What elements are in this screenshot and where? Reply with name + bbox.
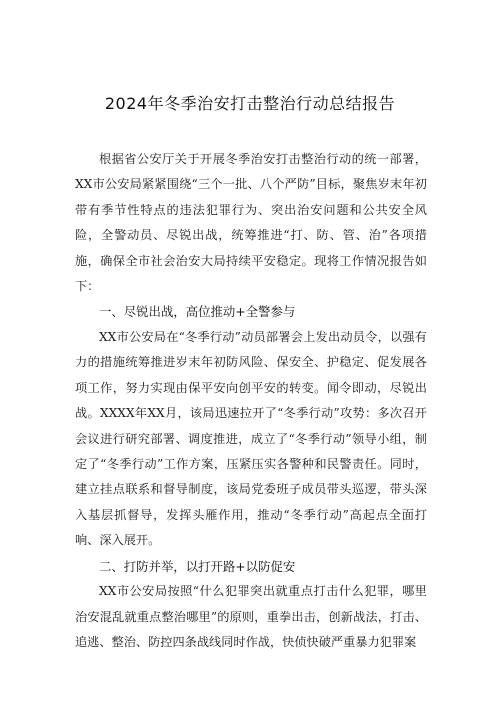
section-body-2: XX市公安局按照“什么犯罪突出就重点打击什么犯罪，哪里治安混乱就重点整治哪里”的原则，重拳出击，创新战法，打击、追逃、整治、防控四条战线同时作战，快侦快破严重暴力犯罪案: [75, 584, 427, 650]
section-body-1: XX市公安局在“冬季行动”动员部署会上发出动员令，以强有力的措施统筹推进岁末年初防风险、保安全、护稳定、促发展各项工作，努力实现由保平安向创平安的转变。闻令即动，尽锐出战。XXXX年XX月，该局迅速拉开了“冬季行动”攻势：多次召开会议进行研究部署、调度推进，成立了“冬季行动”领导小组，制定了“冬季行动”工作方案，压紧压实各警种和民警责任。同时，建立挂点联系和督导制度，该局党委班子成员带头巡逻，带头深入基层抓督导，发挥头雁作用，推动“冬季行动”高起点全面打响、深入展开。: [75, 330, 427, 548]
section-heading-2: 二、打防并举，以打开路+以防促安: [99, 558, 296, 574]
section-heading-1: 一、尽锐出战，高位推动+全警参与: [99, 304, 296, 320]
document-body: [75, 147, 427, 656]
intro-paragraph: 根据省公安厅关于开展冬季治安打击整治行动的统一部署，XX市公安局紧紧围绕“三个一批、八个严防”目标，聚焦岁末年初带有季节性特点的违法犯罪行为、突出治安问题和公共安全风险，全警动员、尽锐出战，统筹推进“打、防、管、治”各项措施，确保全市社会治安大局持续平安稳定。现将工作情况报告如下：: [75, 152, 427, 294]
document-title: 2024年冬季治安打击整治行动总结报告: [104, 94, 396, 113]
